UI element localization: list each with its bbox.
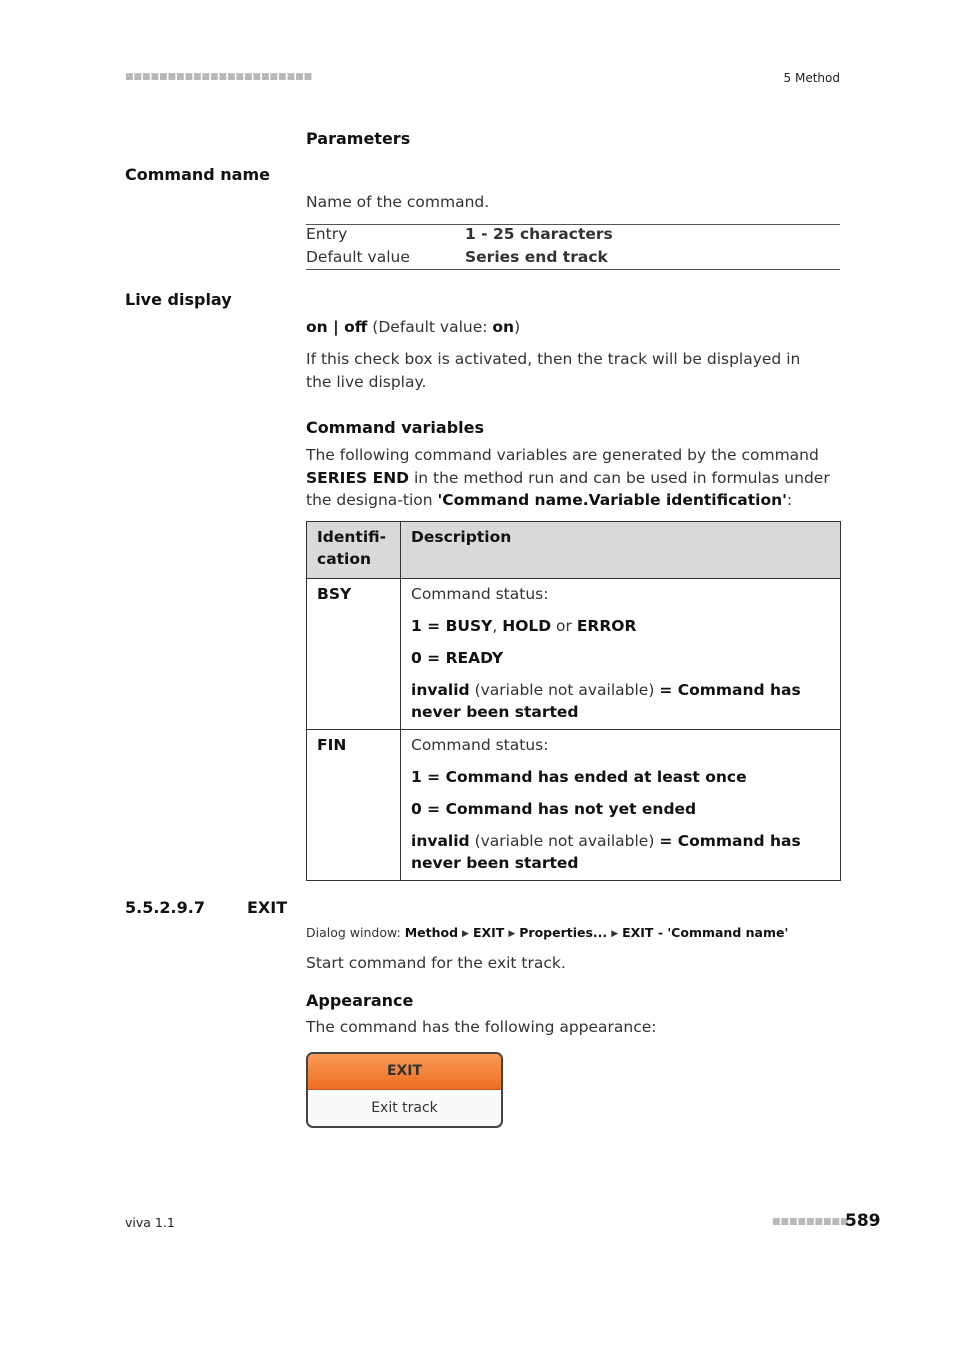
intro-text-3: : [786, 491, 793, 509]
fin-invalid-meaning: = Command has never been started [411, 832, 801, 872]
row-fin-id-label: FIN [317, 736, 347, 754]
breadcrumb-exit: EXIT [472, 925, 505, 940]
bsy-error: ERROR [576, 617, 637, 635]
breadcrumb-properties: Properties... [519, 925, 608, 940]
variables-table [306, 521, 841, 881]
breadcrumb-method: Method [404, 925, 459, 940]
breadcrumb-dialog: EXIT - 'Command name' [622, 925, 789, 940]
page-number: 589 [845, 1211, 881, 1231]
widget-title: EXIT [308, 1054, 501, 1090]
intro-command: SERIES END [306, 468, 410, 487]
intro-text-2: in the method run and can be used in formulas under the designa-tion [306, 468, 830, 509]
command-variables-heading: Command variables [306, 418, 484, 437]
widget-label: Exit track [371, 1100, 438, 1116]
default-value-on: on [492, 318, 515, 336]
bsy-status: Command status: [411, 585, 549, 603]
bsy-or: or [551, 617, 577, 635]
breadcrumb-prefix: Dialog window: [306, 925, 405, 940]
option-on: on [306, 318, 328, 336]
command-variables-intro [306, 444, 841, 512]
fin-line-1: 1 = Command has ended at least once [411, 768, 747, 786]
product-version: viva 1.1 [125, 1215, 175, 1230]
entry-value: 1 - 25 characters [465, 225, 613, 243]
entry-key: Entry [306, 225, 348, 243]
bsy-invalid-meaning: = Command has never been started [411, 681, 801, 721]
fin-line-2: 0 = Command has not yet ended [411, 800, 697, 818]
live-display-description: If this check box is activated, then the track will be displayed in the live display. [306, 350, 801, 391]
default-key: Default value [306, 248, 410, 266]
section-title: EXIT [247, 898, 288, 917]
default-value: Series end track [465, 248, 608, 266]
table-row [307, 730, 841, 881]
row-bsy-id [307, 579, 401, 730]
table-row [307, 579, 841, 730]
col-description [401, 522, 841, 579]
command-name-description: Name of the command. [306, 193, 490, 211]
row-bsy-desc [401, 579, 841, 730]
table-bottom-rule [306, 269, 840, 270]
appearance-text: The command has the following appearance: [306, 1018, 657, 1036]
option-separator: | [327, 318, 345, 336]
default-suffix: ) [514, 318, 521, 336]
exit-command-widget [306, 1052, 503, 1128]
fin-status: Command status: [411, 736, 549, 754]
triangle-right-icon: ▶ [508, 929, 516, 939]
row-fin-id [307, 730, 401, 881]
bsy-line-2: 0 = READY [411, 649, 504, 667]
col-identification [307, 522, 401, 579]
intro-designation: 'Command name.Variable identification' [437, 491, 787, 509]
breadcrumb [306, 925, 788, 940]
table-header-row [307, 522, 841, 579]
bsy-invalid-note: (variable not available) [469, 681, 660, 699]
live-display-options [306, 316, 840, 339]
chapter-title: 5 Method [783, 71, 840, 85]
appearance-heading: Appearance [306, 991, 414, 1010]
intro-text-1: The following command variables are generated by the command [306, 446, 819, 464]
bsy-hold: HOLD [502, 617, 552, 635]
triangle-right-icon: ▶ [462, 929, 469, 939]
bsy-invalid [411, 679, 831, 723]
header-dots: ■■■■■■■■■■■■■■■■■■■■■■ [125, 72, 313, 82]
section-number: 5.5.2.9.7 [125, 898, 205, 917]
footer-dots: ■■■■■■■■■ [772, 1217, 849, 1227]
option-off: off [344, 318, 368, 336]
fin-invalid-word: invalid [411, 832, 470, 850]
live-display-heading: Live display [125, 290, 232, 309]
bsy-line-1 [411, 615, 831, 637]
triangle-right-icon: ▶ [611, 929, 619, 939]
col-description-label: Description [411, 528, 512, 546]
row-fin-desc [401, 730, 841, 881]
col-identification-label: Identifi-cation [317, 528, 387, 568]
bsy-busy: 1 = BUSY [411, 617, 493, 635]
command-name-heading: Command name [125, 165, 270, 184]
bsy-comma: , [492, 617, 503, 635]
default-prefix: (Default value: [367, 318, 493, 336]
row-bsy-id-label: BSY [317, 585, 352, 603]
fin-invalid [411, 830, 831, 874]
bsy-invalid-word: invalid [411, 681, 470, 699]
parameters-heading: Parameters [306, 129, 411, 148]
fin-invalid-note: (variable not available) [469, 832, 660, 850]
exit-description: Start command for the exit track. [306, 954, 566, 972]
